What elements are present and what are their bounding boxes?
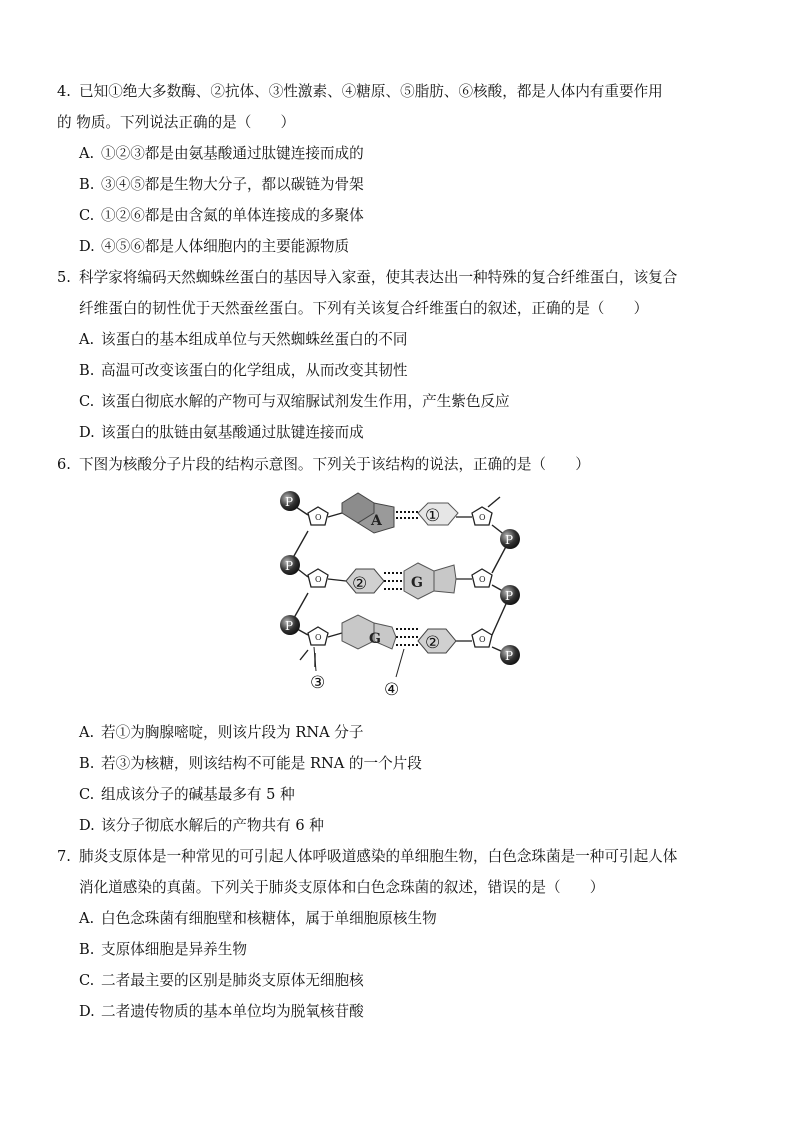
hbond-row3: [396, 629, 418, 645]
q6-option-d: D. 该分子彻底水解后的产物共有 6 种: [79, 817, 324, 834]
q4-option-c: C. ①②⑥都是由含氮的单体连接成的多聚体: [79, 207, 364, 224]
q4-option-d: D. ④⑤⑥都是人体细胞内的主要能源物质: [79, 238, 350, 255]
q5-option-b: B. 高温可改变该蛋白的化学组成，从而改变其韧性: [79, 362, 408, 379]
label-4: ④: [384, 680, 400, 700]
q5-stem-line1: 5. 科学家将编码天然蜘蛛丝蛋白的基因导入家蚕，使其表达出一种特殊的复合纤维蛋白，该复合: [57, 269, 678, 286]
q5-stem-line2: 纤维蛋白的韧性优于天然蚕丝蛋白。下列有关该复合纤维蛋白的叙述，正确的是（ ）: [79, 300, 649, 317]
svg-text:P: P: [505, 649, 514, 663]
q6-option-c: C. 组成该分子的碱基最多有 5 种: [79, 786, 295, 803]
hbond-row1: [396, 512, 418, 518]
q7-option-b: B. 支原体细胞是异养生物: [79, 941, 247, 958]
svg-text:P: P: [505, 589, 514, 603]
sugar-o-left-1: O: [315, 513, 322, 522]
label-3: ③: [310, 673, 326, 693]
svg-text:P: P: [505, 533, 514, 547]
q7-option-c: C. 二者最主要的区别是肺炎支原体无细胞核: [79, 972, 364, 989]
phosphate-right-2: [500, 585, 520, 605]
svg-text:P: P: [285, 559, 294, 573]
base-g-left-label: G: [369, 631, 381, 647]
sugar-o-right-1: O: [479, 513, 486, 522]
q4-stem-line2: 的 物质。下列说法正确的是（ ）: [57, 114, 296, 131]
phosphate-left-3: [280, 615, 300, 635]
sugar-o-right-2: O: [479, 575, 486, 584]
q7-option-a: A. 白色念珠菌有细胞壁和核糖体，属于单细胞原核生物: [79, 910, 437, 927]
sugar-o-right-3: O: [479, 635, 486, 644]
hbond-row2: [384, 573, 404, 589]
phosphate-left-2: [280, 555, 300, 575]
q5-option-d: D. 该蛋白的肽链由氨基酸通过肽键连接而成: [79, 424, 364, 441]
nucleic-acid-diagram: [270, 485, 530, 700]
phosphate-left-1: [280, 491, 300, 511]
q6-option-b: B. 若③为核糖，则该结构不可能是 RNA 的一个片段: [79, 755, 422, 772]
q4-stem-line1: 4. 已知①绝大多数酶、②抗体、③性激素、④糖原、⑤脂肪、⑥核酸，都是人体内有重要作用: [57, 83, 663, 100]
q7-stem-line1: 7. 肺炎支原体是一种常见的可引起人体呼吸道感染的单细胞生物，白色念珠菌是一种可引起人体: [57, 848, 678, 865]
base-2-right-label: ②: [425, 633, 441, 653]
q6-stem-line1: 6. 下图为核酸分子片段的结构示意图。下列关于该结构的说法，正确的是（ ）: [57, 456, 590, 473]
phosphate-right-3: [500, 645, 520, 665]
sugar-o-left-2: O: [315, 575, 322, 584]
label-pointers: [314, 647, 404, 677]
base-2-left-label: ②: [352, 574, 368, 594]
q7-stem-line2: 消化道感染的真菌。下列关于肺炎支原体和白色念珠菌的叙述，错误的是（ ）: [79, 879, 605, 896]
q7-option-d: D. 二者遗传物质的基本单位均为脱氧核苷酸: [79, 1003, 364, 1020]
q5-option-c: C. 该蛋白彻底水解的产物可与双缩脲试剂发生作用，产生紫色反应: [79, 393, 510, 410]
phosphate-right-1: [500, 529, 520, 549]
base-a-label: A: [371, 513, 382, 529]
base-1-label: ①: [425, 506, 441, 526]
q4-option-b: B. ③④⑤都是生物大分子，都以碳链为骨架: [79, 176, 364, 193]
q5-option-a: A. 该蛋白的基本组成单位与天然蜘蛛丝蛋白的不同: [79, 331, 408, 348]
svg-text:P: P: [285, 619, 294, 633]
base-g-right-label: G: [411, 575, 423, 591]
svg-text:P: P: [285, 495, 294, 509]
sugar-o-left-3: O: [315, 633, 322, 642]
q6-option-a: A. 若①为胸腺嘧啶，则该片段为 RNA 分子: [79, 724, 364, 741]
q4-option-a: A. ①②③都是由氨基酸通过肽键连接而成的: [79, 145, 364, 162]
